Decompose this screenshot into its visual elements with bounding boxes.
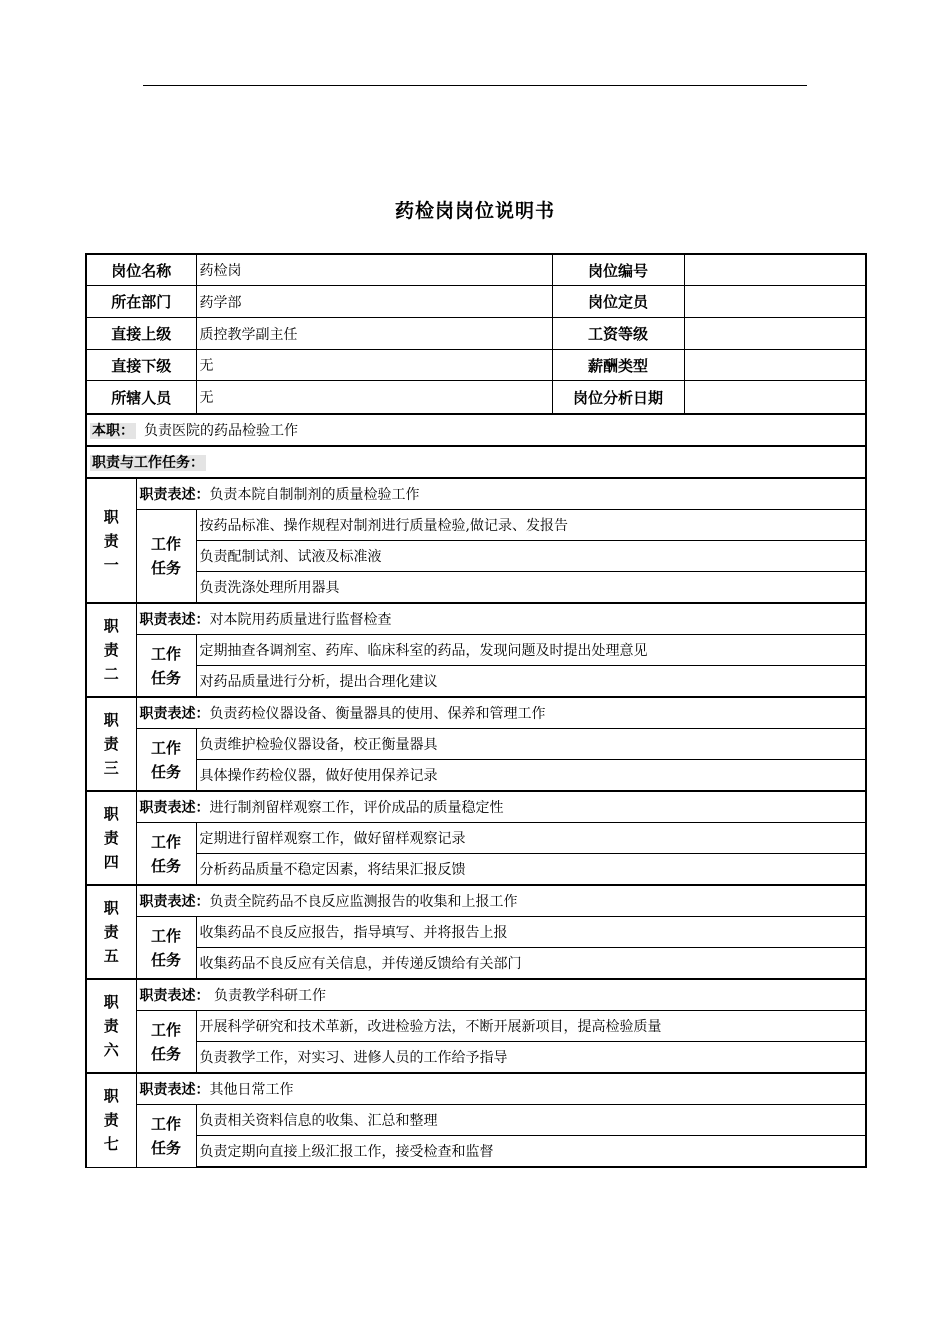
- task-text: 负责教学工作，对实习、进修人员的工作给予指导: [196, 1042, 866, 1074]
- info-label: 岗位编号: [552, 254, 684, 286]
- duty-number-char: 责: [103, 829, 119, 847]
- duty-number-char: 责: [103, 641, 119, 659]
- duty-number: [86, 697, 136, 791]
- task-text: 按药品标准、操作规程对制剂进行质量检验,做记录、发报告: [196, 510, 866, 541]
- info-value: 药学部: [196, 286, 552, 318]
- info-label: 岗位名称: [86, 254, 196, 286]
- info-label: 岗位定员: [552, 286, 684, 318]
- info-row: [86, 254, 866, 286]
- duty-statement-row: [86, 697, 866, 729]
- duty-number-char: 责: [103, 1017, 119, 1035]
- task-label: [136, 635, 196, 698]
- page-title: 药检岗岗位说明书: [394, 200, 555, 222]
- info-value: 无: [196, 350, 552, 381]
- task-label-line: 工作: [151, 926, 182, 945]
- duty-number-char: 职: [103, 711, 119, 729]
- duty-statement: [136, 885, 866, 917]
- info-row: [86, 286, 866, 318]
- info-label: 薪酬类型: [552, 350, 684, 381]
- duty-number: [86, 1073, 136, 1167]
- task-text: 负责定期向直接上级汇报工作，接受检查和监督: [196, 1136, 866, 1168]
- job-description-table: [85, 253, 867, 1168]
- task-label-line: 任务: [151, 762, 182, 781]
- mission-cell: [86, 414, 866, 446]
- statement-text: 负责药检仪器设备、衡量器具的使用、保养和管理工作: [209, 706, 546, 722]
- task-row: [86, 1042, 866, 1074]
- task-row: [86, 1136, 866, 1168]
- task-label: [136, 1105, 196, 1168]
- task-label: [136, 823, 196, 886]
- statement-label: 职责表述：: [139, 487, 210, 503]
- task-text: 定期抽查各调剂室、药库、临床科室的药品，发现问题及时提出处理意见: [196, 635, 866, 666]
- info-label: 岗位分析日期: [552, 381, 684, 415]
- task-label-line: 任务: [151, 559, 182, 577]
- statement-label: 职责表述：: [139, 988, 210, 1004]
- task-text: 对药品质量进行分析，提出合理化建议: [196, 666, 866, 698]
- statement-text: 负责全院药品不良反应监测报告的收集和上报工作: [209, 894, 518, 910]
- info-value: [684, 286, 866, 318]
- task-label-line: 任务: [151, 668, 182, 687]
- task-row: [86, 917, 866, 948]
- duty-statement-row: [86, 1073, 866, 1105]
- task-label: [136, 917, 196, 980]
- duty-statement: [136, 1073, 866, 1105]
- task-row: [86, 760, 866, 792]
- task-label-line: 任务: [151, 1044, 182, 1063]
- task-label-line: 工作: [151, 738, 182, 757]
- info-label: 所辖人员: [86, 381, 196, 415]
- statement-label: 职责表述：: [139, 706, 210, 722]
- statement-label: 职责表述：: [139, 894, 210, 910]
- info-row: [86, 350, 866, 381]
- info-value: [684, 381, 866, 415]
- duty-number-char: 责: [103, 923, 119, 941]
- task-text: 负责配制试剂、试液及标准液: [196, 541, 866, 572]
- statement-label: 职责表述：: [139, 800, 210, 816]
- duty-number: [86, 979, 136, 1073]
- task-row: [86, 510, 866, 541]
- duty-number-char: 职: [103, 617, 119, 635]
- info-label: 直接上级: [86, 318, 196, 350]
- task-label-line: 工作: [151, 832, 182, 851]
- info-value: [684, 350, 866, 381]
- duty-statement-row: [86, 478, 866, 510]
- duty-number-char: 七: [103, 1135, 119, 1154]
- duty-number: [86, 885, 136, 979]
- duty-number-char: 一: [103, 555, 119, 574]
- task-text: 负责维护检验仪器设备，校正衡量器具: [196, 729, 866, 760]
- duty-statement: [136, 603, 866, 635]
- task-label-line: 任务: [151, 856, 182, 875]
- duty-number-char: 职: [103, 805, 119, 823]
- info-label: 所在部门: [86, 286, 196, 318]
- duty-statement: [136, 979, 866, 1011]
- duty-statement: [136, 478, 866, 510]
- info-value: [684, 318, 866, 350]
- task-text: 负责洗涤处理所用器具: [196, 572, 866, 604]
- duty-number-char: 五: [103, 947, 119, 965]
- duty-number-char: 六: [103, 1041, 119, 1059]
- task-label-line: 任务: [151, 1138, 182, 1157]
- duty-statement-row: [86, 885, 866, 917]
- mission-row: [86, 414, 866, 446]
- duty-number-char: 职: [103, 993, 119, 1011]
- info-value: 药检岗: [196, 254, 552, 286]
- info-value: [684, 254, 866, 286]
- duties-header: 职责与工作任务：: [92, 455, 204, 471]
- info-label: 工资等级: [552, 318, 684, 350]
- duty-number: [86, 791, 136, 885]
- task-text: 收集药品不良反应报告，指导填写、并将报告上报: [196, 917, 866, 948]
- info-row: [86, 318, 866, 350]
- duty-number-char: 职: [103, 899, 119, 917]
- task-row: [86, 823, 866, 854]
- statement-label: 职责表述：: [139, 1082, 210, 1098]
- header-rule: [143, 85, 807, 86]
- duty-number: [86, 603, 136, 697]
- statement-label: 职责表述：: [139, 612, 210, 628]
- duty-number-char: 职: [103, 507, 119, 526]
- task-text: 负责相关资料信息的收集、汇总和整理: [196, 1105, 866, 1136]
- info-value: 无: [196, 381, 552, 415]
- duty-number-char: 责: [103, 531, 119, 550]
- duty-statement: [136, 697, 866, 729]
- task-row: [86, 666, 866, 698]
- task-row: [86, 572, 866, 604]
- duty-statement-row: [86, 603, 866, 635]
- statement-text: 负责教学科研工作: [209, 988, 326, 1004]
- info-row: [86, 381, 866, 415]
- duty-number-char: 职: [103, 1087, 119, 1106]
- duty-number-char: 四: [103, 853, 119, 871]
- duty-number-char: 三: [103, 759, 119, 777]
- task-label: [136, 1011, 196, 1074]
- duty-statement-row: [86, 791, 866, 823]
- task-text: 定期进行留样观察工作，做好留样观察记录: [196, 823, 866, 854]
- statement-text: 对本院用药质量进行监督检查: [209, 612, 392, 628]
- info-value: 质控教学副主任: [196, 318, 552, 350]
- mission-text: 负责医院的药品检验工作: [144, 423, 298, 439]
- task-text: 收集药品不良反应有关信息，并传递反馈给有关部门: [196, 948, 866, 980]
- duties-header-cell: [86, 446, 866, 478]
- duty-number-char: 责: [103, 735, 119, 753]
- task-label-line: 工作: [151, 1020, 182, 1039]
- task-row: [86, 1011, 866, 1042]
- duty-number: [86, 478, 136, 603]
- statement-text: 负责本院自制制剂的质量检验工作: [209, 487, 420, 503]
- duties-header-row: [86, 446, 866, 478]
- task-label: [136, 510, 196, 604]
- task-text: 开展科学研究和技术革新，改进检验方法，不断开展新项目，提高检验质量: [196, 1011, 866, 1042]
- duty-statement: [136, 791, 866, 823]
- task-text: 分析药品质量不稳定因素，将结果汇报反馈: [196, 854, 866, 886]
- statement-text: 其他日常工作: [209, 1082, 294, 1098]
- task-row: [86, 948, 866, 980]
- task-label-line: 工作: [151, 644, 182, 663]
- task-label-line: 工作: [151, 535, 182, 553]
- task-label-line: 工作: [151, 1114, 182, 1133]
- task-row: [86, 729, 866, 760]
- task-label-line: 任务: [151, 950, 182, 969]
- duty-number-char: 责: [103, 1111, 119, 1130]
- duty-statement-row: [86, 979, 866, 1011]
- mission-label: 本职：: [92, 423, 134, 439]
- task-row: [86, 1105, 866, 1136]
- task-row: [86, 635, 866, 666]
- task-label: [136, 729, 196, 792]
- duty-number-char: 二: [103, 665, 119, 683]
- task-text: 具体操作药检仪器，做好使用保养记录: [196, 760, 866, 792]
- info-label: 直接下级: [86, 350, 196, 381]
- statement-text: 进行制剂留样观察工作，评价成品的质量稳定性: [209, 800, 504, 816]
- task-row: [86, 541, 866, 572]
- task-row: [86, 854, 866, 886]
